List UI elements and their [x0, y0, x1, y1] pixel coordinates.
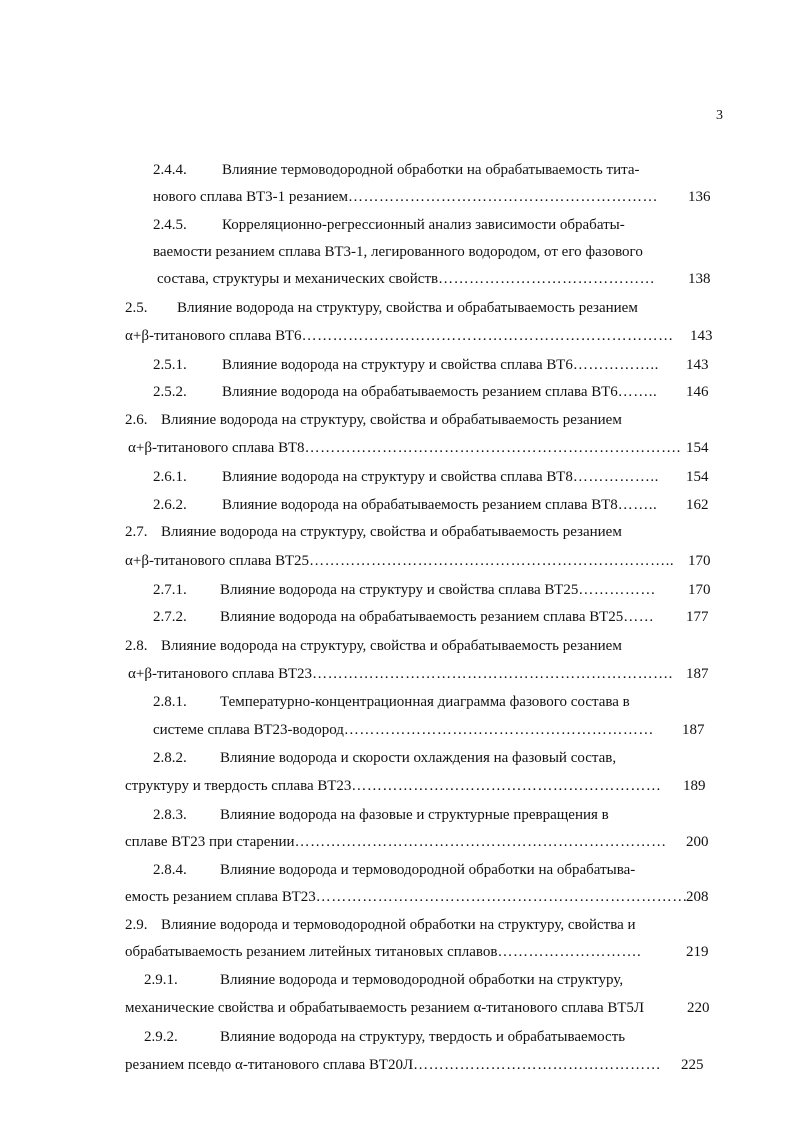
toc-number: 2.4.4.: [153, 162, 187, 178]
toc-title: Влияние водорода на обрабатываемость резанием сплава ВТ8: [222, 497, 618, 513]
toc-page: 225: [681, 1057, 704, 1073]
toc-number: 2.5.: [125, 300, 148, 316]
toc-entry-2-7-1: [153, 580, 656, 600]
toc-title: α+β-титанового сплава ВТ23: [128, 666, 313, 682]
toc-entry-2-7-line-1: [125, 522, 622, 542]
toc-number: 2.6.1.: [153, 469, 187, 485]
toc-number: 2.9.: [125, 917, 148, 933]
toc-entry-2-8-1-line-1: [153, 692, 630, 712]
toc-number: 2.8.: [125, 638, 148, 654]
toc-number: 2.8.2.: [153, 750, 187, 766]
leader-dots: ……………………………………………………………..: [309, 553, 675, 569]
leader-dots: ……………………………………: [438, 271, 656, 287]
leader-dots: ……………………………………………………: [348, 189, 658, 205]
toc-entry-2-5-2: [153, 382, 657, 402]
toc-page: 143: [686, 357, 709, 373]
toc-title: структуру и твердость сплава ВТ23: [125, 778, 352, 794]
toc-entry-2-6-line-1: [125, 410, 622, 430]
toc-number: 2.8.3.: [153, 807, 187, 823]
toc-entry-2-7-2: [153, 607, 654, 627]
toc-title: Влияние водорода на структуру и свойства сплава ВТ25: [220, 582, 579, 598]
toc-number: 2.9.1.: [144, 972, 178, 988]
leader-dots: ……………………………………………………: [343, 722, 654, 738]
toc-title: механические свойства и обрабатываемость резанием α-титанового сплава ВТ5Л: [125, 1000, 645, 1016]
toc-title: состава, структуры и механических свойств: [157, 271, 439, 287]
toc-title: Температурно-концентрационная диаграмма фазового состава в: [220, 694, 630, 710]
toc-title: Влияние водорода и скорости охлаждения на фазовый состав,: [220, 750, 617, 766]
toc-number: 2.7.1.: [153, 582, 187, 598]
toc-page: 187: [682, 722, 705, 738]
toc-page: 170: [688, 582, 711, 598]
toc-title: Влияние водорода на фазовые и структурные превращения в: [220, 807, 609, 823]
toc-page: 143: [690, 328, 713, 344]
leader-dots: ………………………………………………………………: [294, 834, 667, 850]
toc-page: 187: [686, 666, 709, 682]
toc-page: 200: [686, 834, 709, 850]
toc-entry-2-5-1: [153, 355, 659, 375]
toc-entry-2-8-2-line-2: [125, 776, 661, 796]
toc-entry-2-8-4-line-1: [153, 860, 635, 880]
leader-dots: …………………………………………………………….: [312, 666, 673, 682]
toc-title: ваемости резанием сплава ВТ3-1, легированного водородом, от его фазового: [153, 244, 643, 260]
toc-entry-2-9-1-line-2: [125, 998, 644, 1018]
leader-dots: ……: [623, 609, 655, 625]
toc-title: α+β-титанового сплава ВТ25: [125, 553, 310, 569]
toc-entry-2-6-1: [153, 467, 659, 487]
toc-title: нового сплава ВТ3-1 резанием: [153, 189, 348, 205]
leader-dots: ……………..: [572, 357, 659, 373]
toc-number: 2.7.: [125, 524, 148, 540]
toc-entry-2-7-line-2: [125, 551, 674, 571]
toc-page: 208: [686, 889, 709, 905]
toc-entry-2-4-4-line-1: [153, 160, 640, 180]
toc-entry-2-8-1-line-2: [153, 720, 654, 740]
toc-entry-2-8-line-2: [128, 664, 673, 684]
toc-number: 2.7.2.: [153, 609, 187, 625]
toc-page: 136: [688, 189, 711, 205]
toc-title: Влияние водорода и термоводородной обработки на структуру, свойства и: [161, 917, 636, 933]
toc-entry-2-5-line-1: [125, 298, 638, 318]
toc-title: Влияние водорода на структуру, свойства и обрабатываемость резанием: [161, 524, 622, 540]
toc-entry-2-9-1-line-1: [144, 970, 623, 990]
toc-title: α+β-титанового сплава ВТ8: [128, 440, 305, 456]
toc-entry-2-4-5-line-1: [153, 215, 625, 235]
toc-title: Влияние водорода и термоводородной обработки на обрабатыва-: [220, 862, 636, 878]
toc-page: 146: [686, 384, 709, 400]
toc-entry-2-8-3-line-1: [153, 805, 609, 825]
toc-title: α+β-титанового сплава ВТ6: [125, 328, 302, 344]
toc-number: 2.5.1.: [153, 357, 187, 373]
toc-entry-2-4-4-line-2: [153, 187, 658, 207]
toc-entry-2-4-5-line-3: [157, 269, 655, 289]
leader-dots: ……..: [617, 497, 658, 513]
toc-page: 219: [686, 944, 709, 960]
toc-page: 177: [686, 609, 709, 625]
toc-number: 2.8.4.: [153, 862, 187, 878]
toc-page: 154: [686, 440, 709, 456]
toc-entry-2-8-line-1: [125, 636, 622, 656]
toc-title: Корреляционно-регрессионный анализ зависимости обрабаты-: [222, 217, 625, 233]
toc-number: 2.8.1.: [153, 694, 187, 710]
toc-page: 189: [683, 778, 706, 794]
toc-title: Влияние водорода на структуру и свойства сплава ВТ6: [222, 357, 573, 373]
toc-entry-2-5-line-2: [125, 326, 674, 346]
toc-entry-2-9-2-line-2: [125, 1055, 661, 1075]
toc-title: Влияние водорода на структуру, твердость и обрабатываемость: [220, 1029, 626, 1045]
toc-title: сплаве ВТ23 при старении: [125, 834, 295, 850]
toc-page: 170: [688, 553, 711, 569]
toc-title: Влияние водорода и термоводородной обработки на структуру,: [220, 972, 624, 988]
toc-entry-2-4-5-line-2: [153, 242, 643, 262]
toc-entry-2-9-line-2: [125, 942, 641, 962]
toc-title: Влияние термоводородной обработки на обрабатываемость тита-: [222, 162, 640, 178]
toc-entry-2-6-2: [153, 495, 657, 515]
toc-title: Влияние водорода на структуру и свойства сплава ВТ8: [222, 469, 573, 485]
toc-page: 220: [687, 1000, 710, 1016]
toc-title: Влияние водорода на структуру, свойства и обрабатываемость резанием: [161, 638, 622, 654]
leader-dots: …………………………………………: [413, 1057, 662, 1073]
page-number: 3: [716, 108, 723, 123]
toc-title: Влияние водорода на обрабатываемость резанием сплава ВТ6: [222, 384, 618, 400]
toc-number: 2.5.2.: [153, 384, 187, 400]
toc-number: 2.9.2.: [144, 1029, 178, 1045]
toc-number: 2.4.5.: [153, 217, 187, 233]
toc-page: 154: [686, 469, 709, 485]
leader-dots: ……………..: [572, 469, 659, 485]
leader-dots: ………………………………………………………………: [301, 328, 674, 344]
leader-dots: ……………………………………………………………….: [304, 440, 681, 456]
toc-entry-2-8-4-line-2: [125, 887, 688, 907]
toc-title: емость резанием сплава ВТ23: [125, 889, 316, 905]
leader-dots: ……………………….: [497, 944, 642, 960]
toc-entry-2-8-2-line-1: [153, 748, 616, 768]
toc-page: 162: [686, 497, 709, 513]
toc-entry-2-6-line-2: [128, 438, 681, 458]
leader-dots: ……..: [617, 384, 658, 400]
toc-entry-2-8-3-line-2: [125, 832, 667, 852]
leader-dots: ……………………………………………………: [351, 778, 662, 794]
toc-entry-2-9-2-line-1: [144, 1027, 625, 1047]
toc-number: 2.6.2.: [153, 497, 187, 513]
toc-number: 2.6.: [125, 412, 148, 428]
toc-title: системе сплава ВТ23-водород: [153, 722, 344, 738]
leader-dots: ………………………………………………………………: [315, 889, 688, 905]
toc-title: резанием псевдо α-титанового сплава ВТ20Л: [125, 1057, 414, 1073]
toc-page: 138: [688, 271, 711, 287]
toc-title: обрабатываемость резанием литейных титановых сплавов: [125, 944, 498, 960]
toc-title: Влияние водорода на структуру, свойства и обрабатываемость резанием: [161, 412, 622, 428]
leader-dots: ……………: [578, 582, 656, 598]
toc-title: Влияние водорода на структуру, свойства и обрабатываемость резанием: [177, 300, 638, 316]
toc-title: Влияние водорода на обрабатываемость резанием сплава ВТ25: [220, 609, 624, 625]
toc-entry-2-9-line-1: [125, 915, 636, 935]
